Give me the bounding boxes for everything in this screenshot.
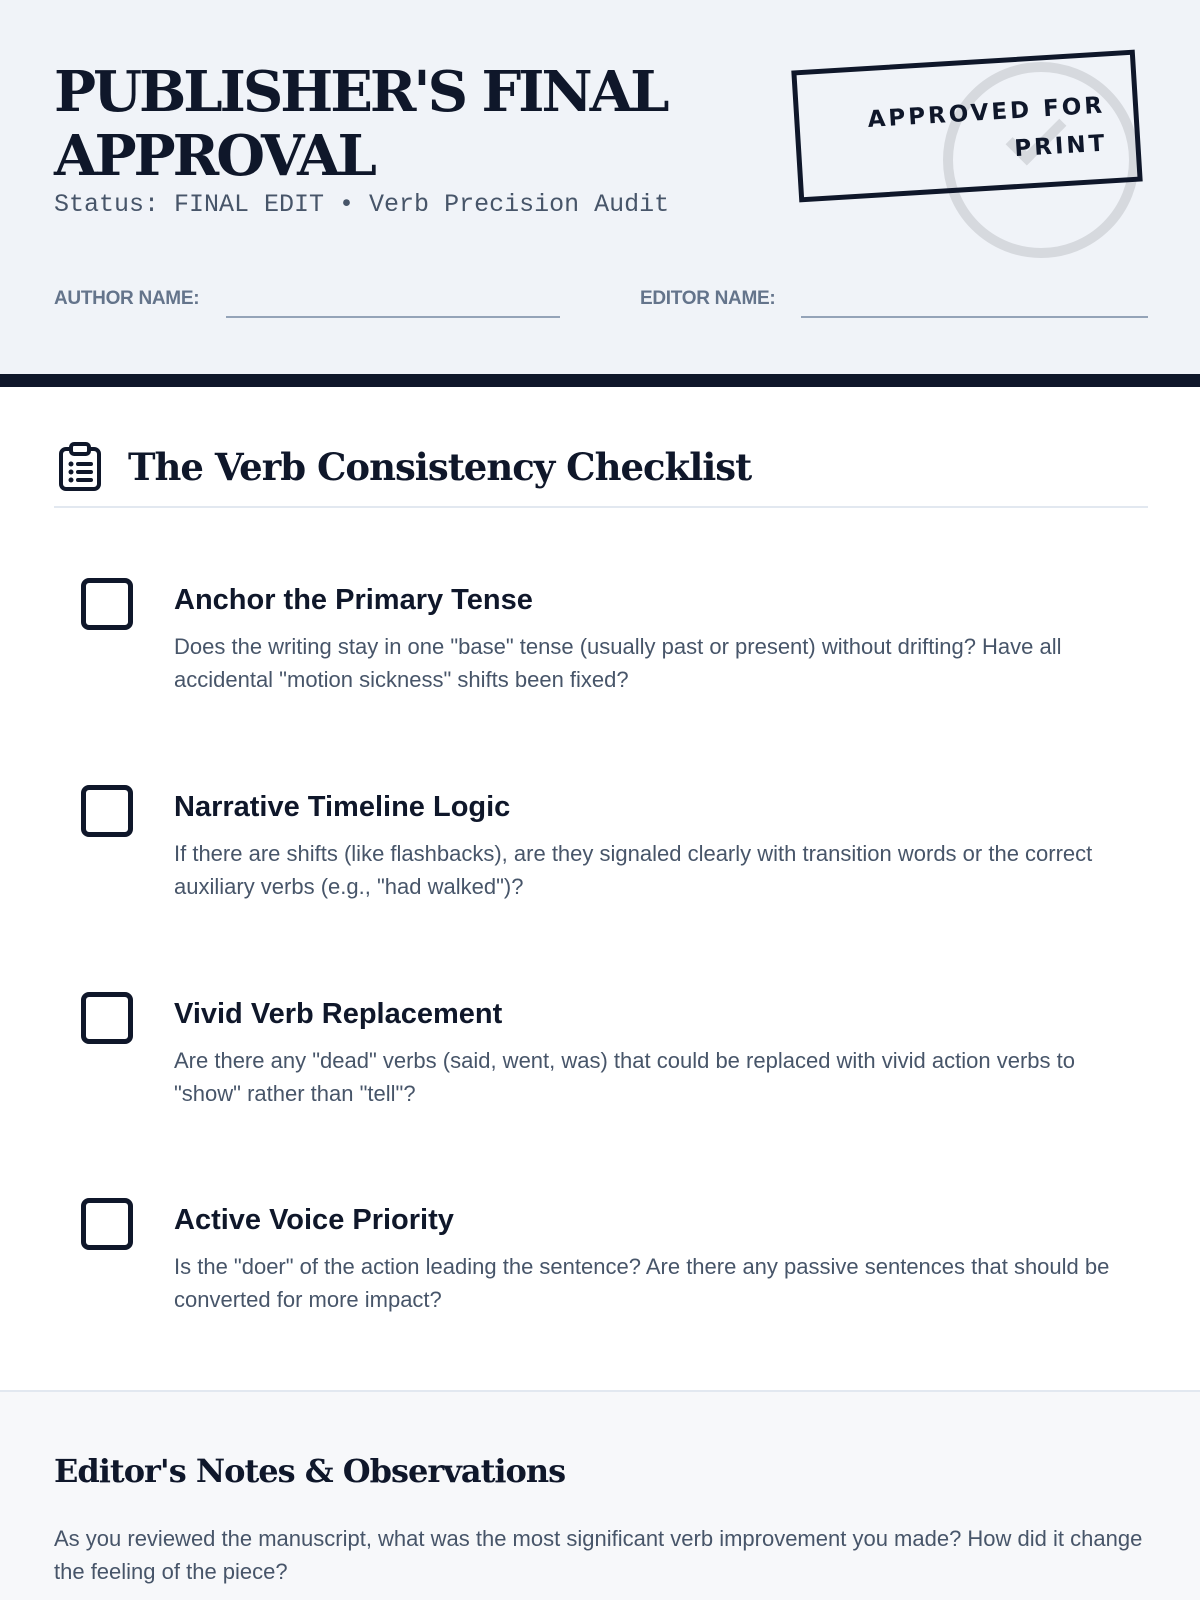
author-name-field[interactable] [226,316,560,318]
checklist-item-description: Is the "doer" of the action leading the sentence? Are there any passive sentences that should be converted for more impact? [174,1254,1110,1312]
stamp-text [814,87,1108,181]
checklist-item-description: If there are shifts (like flashbacks), are they signaled clearly with transition words or the correct auxiliary verbs (e.g., "had walked")? [174,841,1093,899]
notes-title: Editor's Notes & Observations [54,1452,566,1490]
checkbox[interactable] [81,1198,133,1250]
checklist-item-description: Are there any "dead" verbs (said, went, was) that could be replaced with vivid action verbs to "show" rather than "tell"? [174,1048,1075,1106]
notes-prompt: As you reviewed the manuscript, what was the most significant verb improvement you made? How did it change the feeling of the piece? [54,1526,1143,1584]
section-divider [54,506,1148,508]
checkbox[interactable] [81,785,133,837]
editor-name-field[interactable] [801,316,1148,318]
header-divider [0,374,1200,387]
checklist-item-description: Does the writing stay in one "base" tense (usually past or present) without drifting? Have all accidental "motion sickness" shifts been fixed? [174,634,1062,692]
status-line: Status: FINAL EDIT • Verb Precision Audit [54,190,670,219]
checklist-item-title: Narrative Timeline Logic [174,791,511,823]
stamp-line-1: APPROVED FOR [866,92,1106,134]
checkbox[interactable] [81,578,133,630]
clipboard-list-icon [56,442,106,492]
editor-name-label: EDITOR NAME: [640,288,776,309]
page-title: PUBLISHER'S FINAL APPROVAL [54,59,667,189]
notes-section [0,1390,1200,1600]
stamp-line-2: PRINT [1013,130,1109,163]
checklist-item-title: Anchor the Primary Tense [174,584,533,616]
checklist-title: The Verb Consistency Checklist [128,445,752,489]
approved-stamp [791,50,1142,203]
checkbox[interactable] [81,992,133,1044]
checklist-item-title: Vivid Verb Replacement [174,998,503,1030]
header-panel [0,0,1200,374]
author-name-label: AUTHOR NAME: [54,288,200,309]
checklist-item-title: Active Voice Priority [174,1204,454,1236]
